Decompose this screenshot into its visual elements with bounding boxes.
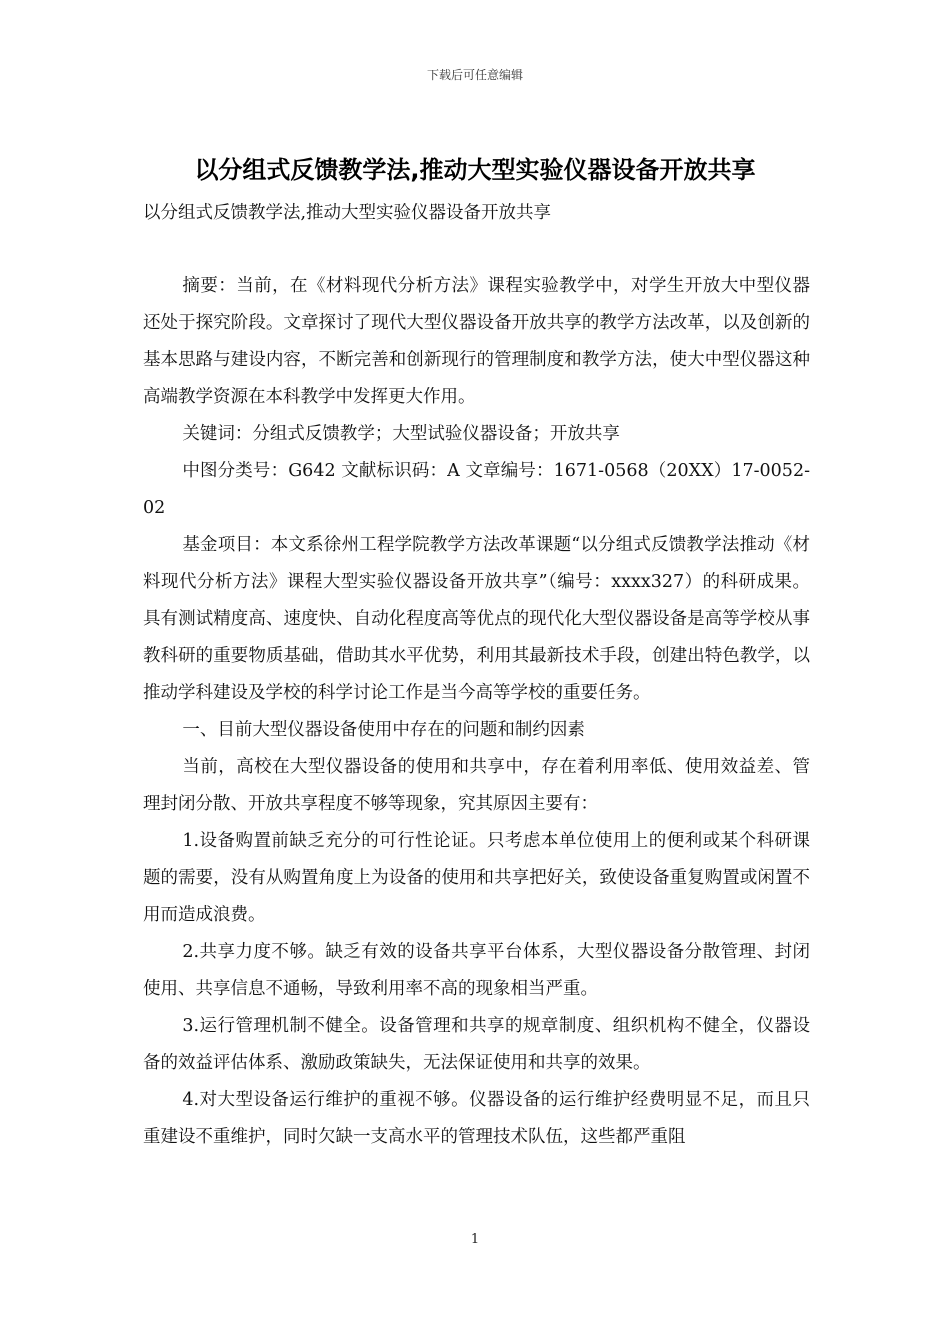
document-subtitle: 以分组式反馈教学法,推动大型实验仪器设备开放共享 bbox=[143, 203, 552, 223]
list-item-2: 2.共享力度不够。缺乏有效的设备共享平台体系，大型仪器设备分散管理、封闭使用、共享信息不通畅，导致利用率不高的现象相当严重。 bbox=[143, 942, 810, 999]
body-paragraph: 当前，高校在大型仪器设备的使用和共享中，存在着利用率低、使用效益差、管理封闭分散、开放共享程度不够等现象，究其原因主要有： bbox=[143, 757, 810, 814]
keywords-paragraph: 关键词：分组式反馈教学；大型试验仪器设备；开放共享 bbox=[182, 424, 620, 444]
page-number: 1 bbox=[470, 1232, 480, 1247]
document-title: 以分组式反馈教学法,推动大型实验仪器设备开放共享 bbox=[194, 156, 756, 184]
section-heading-1: 一、目前大型仪器设备使用中存在的问题和制约因素 bbox=[182, 720, 585, 740]
classification-paragraph: 中图分类号：G642 文献标识码：A 文章编号：1671-0568（20XX）17-0052-02 bbox=[143, 461, 810, 518]
list-item-3: 3.运行管理机制不健全。设备管理和共享的规章制度、组织机构不健全，仪器设备的效益评估体系、激励政策缺失，无法保证使用和共享的效果。 bbox=[143, 1016, 810, 1073]
funding-paragraph: 基金项目：本文系徐州工程学院教学方法改革课题“以分组式反馈教学法推动《材料现代分析方法》课程大型实验仪器设备开放共享”（编号：xxxx327）的科研成果。具有测试精度高、速度快、自动化程度高等优点的现代化大型仪器设备是高等学校从事教科研的重要物质基础，借助其水平优势，利用其最新技术手段，创建出特色教学，以推动学科建设及学校的科学讨论工作是当今高等学校的重要任务。 bbox=[143, 535, 810, 703]
list-item-4: 4.对大型设备运行维护的重视不够。仪器设备的运行维护经费明显不足，而且只重建设不重维护，同时欠缺一支高水平的管理技术队伍，这些都严重阻 bbox=[143, 1090, 810, 1147]
document-body bbox=[143, 268, 810, 1156]
list-item-1: 1.设备购置前缺乏充分的可行性论证。只考虑本单位使用上的便利或某个科研课题的需要，没有从购置角度上为设备的使用和共享把好关，致使设备重复购置或闲置不用而造成浪费。 bbox=[143, 831, 810, 925]
abstract-paragraph: 摘要：当前，在《材料现代分析方法》课程实验教学中，对学生开放大中型仪器还处于探究阶段。文章探讨了现代大型仪器设备开放共享的教学方法改革，以及创新的基本思路与建设内容，不断完善和创新现行的管理制度和教学方法，使大中型仪器这种高端教学资源在本科教学中发挥更大作用。 bbox=[143, 276, 810, 407]
page-header-note: 下载后可任意编辑 bbox=[426, 68, 523, 82]
